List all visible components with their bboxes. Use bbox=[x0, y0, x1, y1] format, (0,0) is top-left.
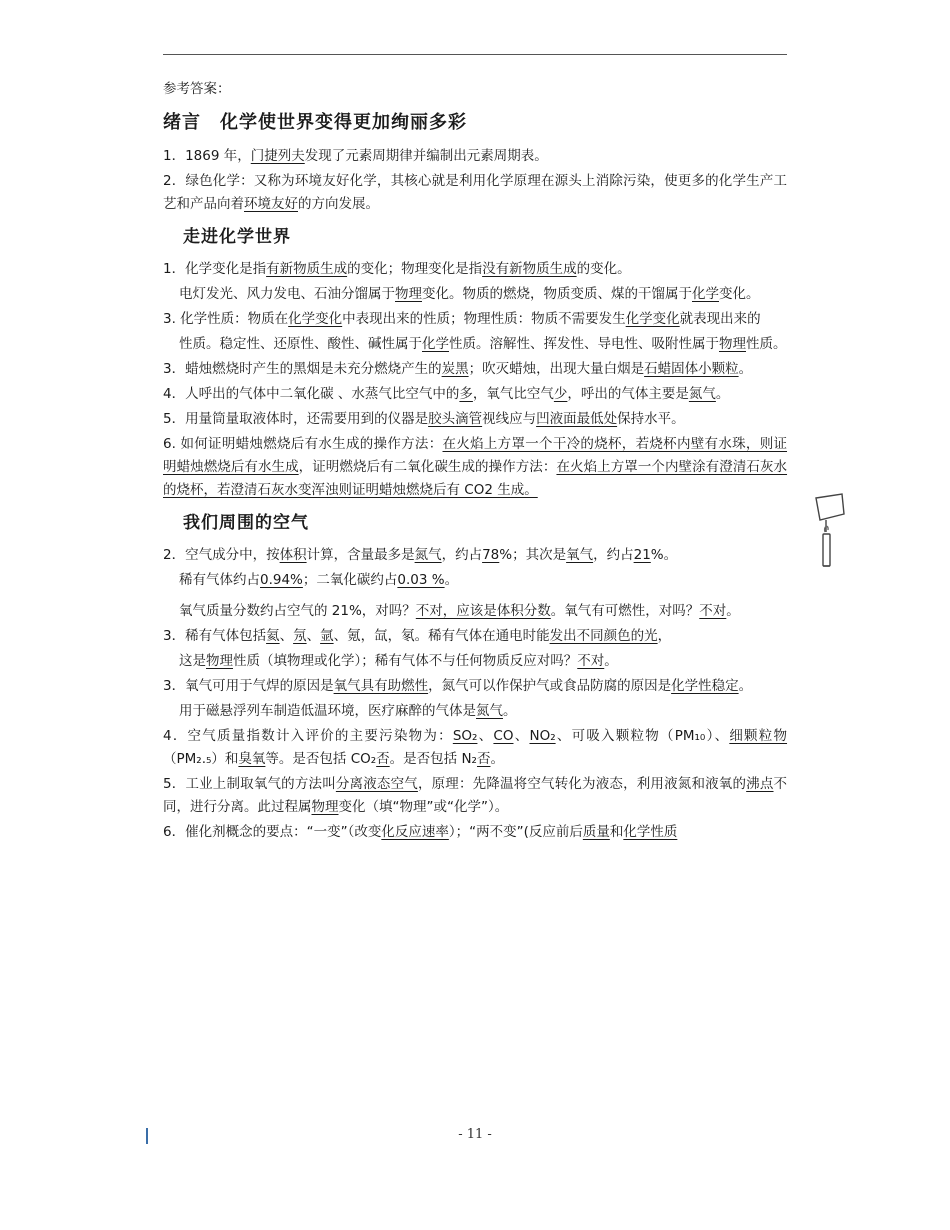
s2-q1a: 1．化学变化是指有新物质生成的变化；物理变化是指没有新物质生成的变化。 bbox=[163, 261, 631, 277]
s3-q4: 4．空气质量指数计入评价的主要污染物为：SO₂、CO、NO₂、可吸入颗粒物（PM₁₀）、细颗粒物（PM₂.₅）和臭氧等。是否包括 CO₂否。是否包括 N₂否。 bbox=[163, 728, 788, 767]
candle-beaker-illustration bbox=[812, 490, 848, 570]
reference-answer-label: 参考答案： bbox=[163, 81, 231, 97]
s3-q6: 6．催化剂概念的要点：“一变”（改变化反应速率）；“两不变”(反应前后质量和化学性质 bbox=[163, 824, 678, 840]
s3-q3d: 用于磁悬浮列车制造低温环境，医疗麻醉的气体是氮气。 bbox=[179, 703, 517, 719]
s1-q1: 1．1869 年，门捷列夫发现了元素周期律并编制出元素周期表。 bbox=[163, 148, 548, 164]
header-rule bbox=[163, 54, 787, 55]
s2-q4: 4．人呼出的气体中二氧化碳 、水蒸气比空气中的多，氧气比空气少，呼出的气体主要是氮气。 bbox=[163, 386, 730, 402]
document-body bbox=[163, 78, 787, 846]
page-number: - 11 - bbox=[458, 1127, 492, 1142]
s2-q1b: 电灯发光、风力发电、石油分馏属于物理变化。物质的燃烧，物质变质、煤的干馏属于化学变化。 bbox=[179, 286, 760, 302]
s1-q2: 2．绿色化学：又称为环境友好化学，其核心就是利用化学原理在源头上消除污染，使更多的化学生产工艺和产品向着环境友好的方向发展。 bbox=[163, 173, 787, 212]
s3-q3a: 3．稀有气体包括氦、氖、氩、氪，氙，氡。稀有气体在通电时能发出不同颜色的光， bbox=[163, 628, 672, 644]
s3-q5: 5．工业上制取氧气的方法叫分离液态空气，原理：先降温将空气转化为液态，利用液氮和液氧的沸点不同，进行分离。此过程属物理变化（填“物理”或“化学”）。 bbox=[163, 776, 788, 815]
section-title-introduction: 绪言 化学使世界变得更加绚丽多彩 bbox=[163, 112, 467, 133]
beaker-icon bbox=[816, 494, 844, 520]
s3-q2b: 稀有气体约占0.94%；二氧化碳约占0.03 %。 bbox=[179, 572, 459, 588]
s2-q3b: 性质。稳定性、还原性、酸性、碱性属于化学性质。溶解性、挥发性、导电性、吸附性属于物理性质。 bbox=[179, 336, 787, 352]
s3-q2c: 氧气质量分数约占空气的 21%，对吗？不对，应该是体积分数。氧气有可燃性，对吗？不对。 bbox=[179, 603, 740, 619]
section-title-air: 我们周围的空气 bbox=[183, 513, 309, 533]
s2-q3c: 3．蜡烛燃烧时产生的黑烟是未充分燃烧产生的炭黑；吹灭蜡烛，出现大量白烟是石蜡固体小颗粒。 bbox=[163, 361, 753, 377]
s3-q3b: 这是物理性质（填物理或化学）；稀有气体不与任何物质反应对吗？不对。 bbox=[179, 653, 618, 669]
s3-q2a: 2．空气成分中，按体积计算，含量最多是氮气，约占78%；其次是氧气，约占21%。 bbox=[163, 547, 678, 563]
s3-q3c: 3．氧气可用于气焊的原因是氧气具有助燃性，氮气可以作保护气或食品防腐的原因是化学性稳定。 bbox=[163, 678, 753, 694]
section-title-chemistry-world: 走进化学世界 bbox=[183, 227, 291, 247]
s2-q5: 5．用量筒量取液体时，还需要用到的仪器是胶头滴管视线应与凹液面最低处保持水平。 bbox=[163, 411, 685, 427]
s2-q3a: 3. 化学性质：物质在化学变化中表现出来的性质；物理性质：物质不需要发生化学变化就表现出来的 bbox=[163, 311, 761, 327]
s2-q6: 6. 如何证明蜡烛燃烧后有水生成的操作方法：在火焰上方罩一个干冷的烧杯，若烧杯内壁有水珠，则证明蜡烛燃烧后有水生成，证明燃烧后有二氧化碳生成的操作方法：在火焰上方罩一个内壁涂有澄清石灰水的烧杯，若澄清石灰水变浑浊则证明蜡烛燃烧后有 CO2 生成。 bbox=[163, 436, 788, 498]
answer: 门捷列夫 bbox=[250, 148, 305, 164]
answer: 环境友好 bbox=[244, 196, 298, 212]
